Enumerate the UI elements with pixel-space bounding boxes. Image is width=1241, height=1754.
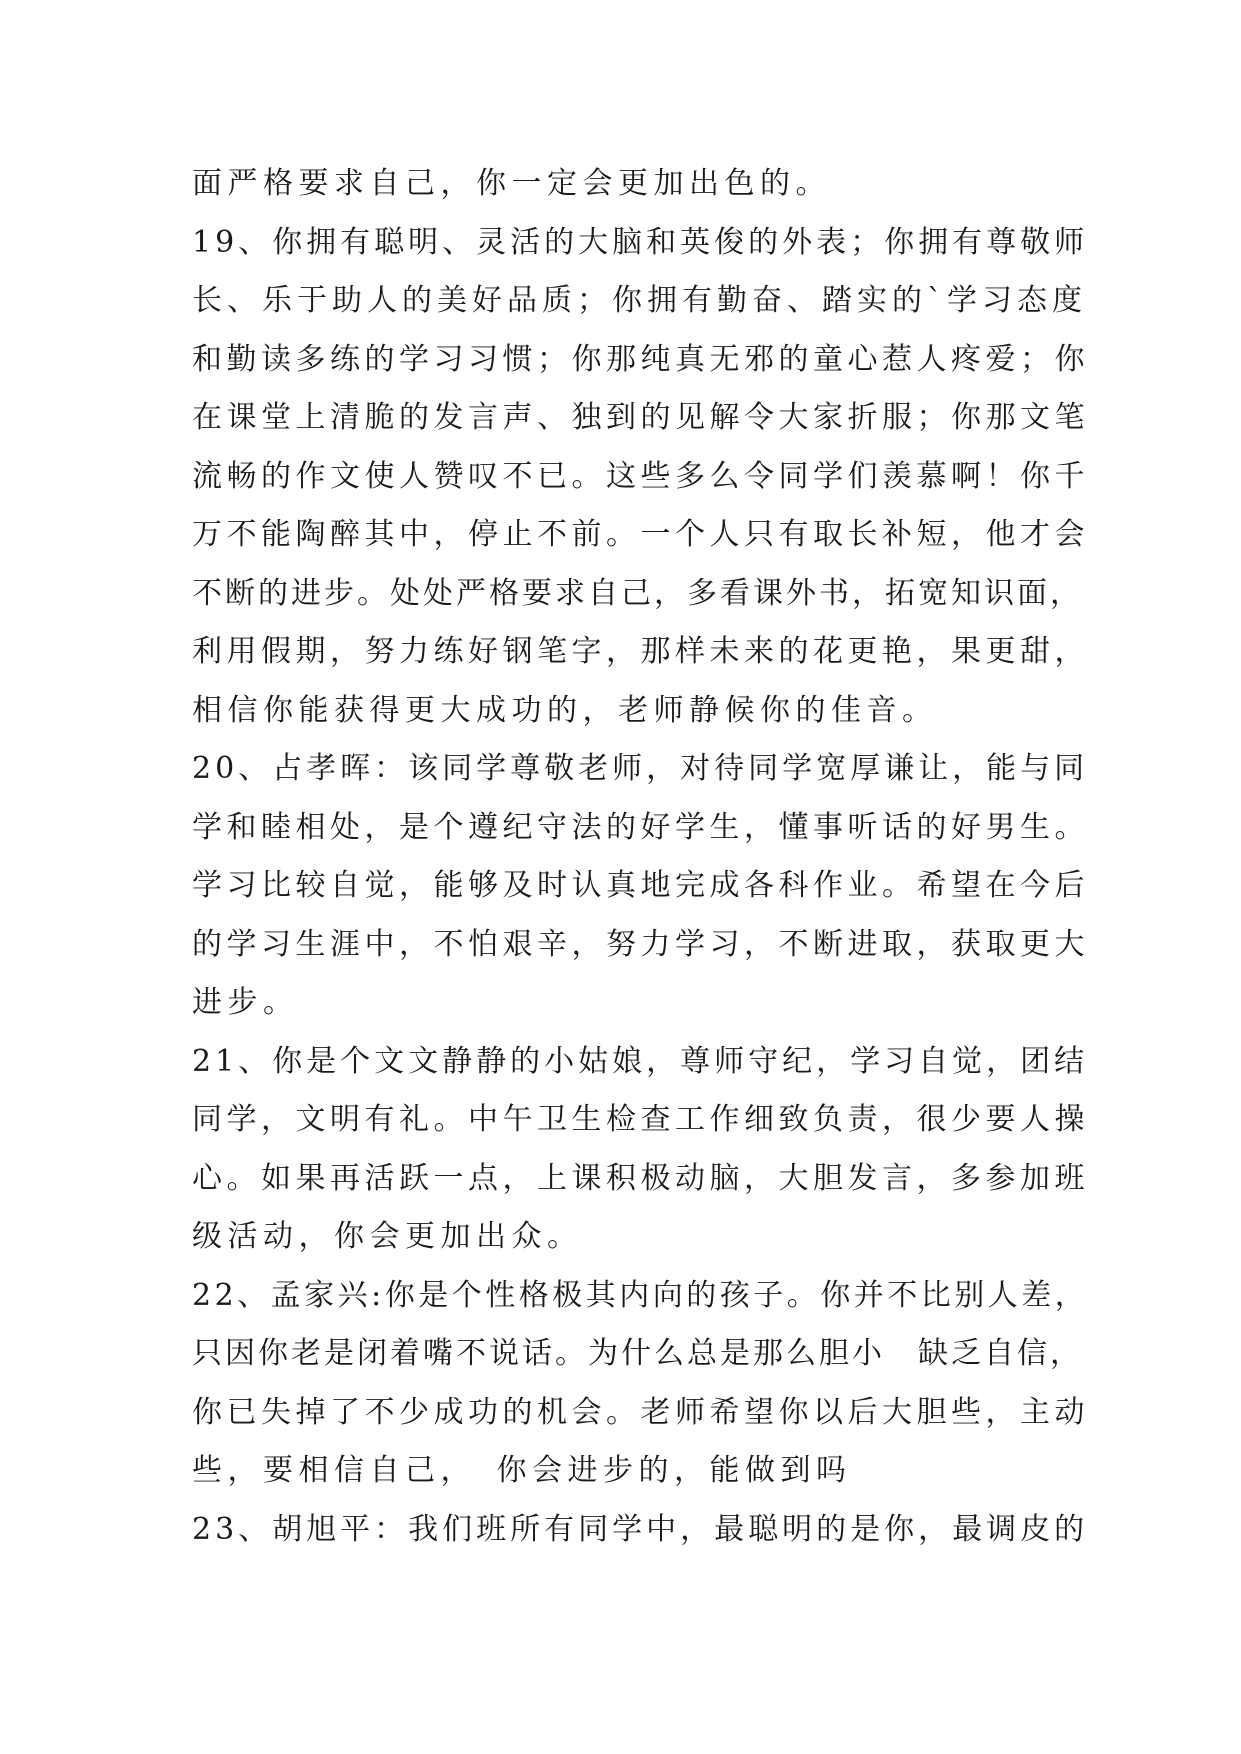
text-line-6: 流畅的作文使人赞叹不已。这些多么令同学们羡慕啊！你千 <box>192 458 1089 494</box>
text-line-20: 22、孟家兴:你是个性格极其内向的孩子。你并不比别人差， <box>192 1277 1089 1313</box>
text-line-11: 20、占孝晖：该同学尊敬老师，对待同学宽厚谦让，能与同 <box>192 751 1089 786</box>
text-line-8: 不断的进步。处处严格要求自己，多看课外书，拓宽知识面， <box>192 575 1083 611</box>
text-line-15: 进步。 <box>192 985 299 1020</box>
text-line-10: 相信你能获得更大成功的，老师静候你的佳音。 <box>192 692 938 728</box>
text-line-24: 23、胡旭平：我们班所有同学中，最聪明的是你，最调皮的 <box>192 1511 1089 1547</box>
text-line-1: 面严格要求自己，你一定会更加出色的。 <box>192 166 831 201</box>
text-line-2: 19、你拥有聪明、灵活的大脑和英俊的外表；你拥有尊敬师 <box>192 224 1089 260</box>
text-line-7: 万不能陶醉其中，停止不前。一个人只有取长补短，他才会 <box>192 517 1089 552</box>
document-body <box>192 155 1092 1559</box>
text-line-16: 21、你是个文文静静的小姑娘，尊师守纪，学习自觉，团结 <box>192 1043 1089 1079</box>
text-line-13: 学习比较自觉，能够及时认真地完成各科作业。希望在今后 <box>192 868 1089 903</box>
text-line-19: 级活动，你会更加出众。 <box>192 1219 583 1254</box>
text-line-22: 你已失掉了不少成功的机会。老师希望你以后大胆些，主动 <box>192 1394 1089 1430</box>
text-line-5: 在课堂上清脆的发言声、独到的见解令大家折服；你那文笔 <box>192 400 1089 435</box>
text-line-21: 只因你老是闭着嘴不说话。为什么总是那么胆小 缺乏自信， <box>192 1336 1083 1371</box>
text-line-17: 同学，文明有礼。中午卫生检查工作细致负责，很少要人操 <box>192 1102 1089 1137</box>
text-line-3: 长、乐于助人的美好品质；你拥有勤奋、踏实的`学习态度 <box>192 283 1087 318</box>
text-line-4: 和勤读多练的学习习惯；你那纯真无邪的童心惹人疼爱；你 <box>192 341 1089 377</box>
text-line-23: 些，要相信自己， 你会进步的，能做到吗 <box>192 1453 852 1488</box>
text-line-12: 学和睦相处，是个遵纪守法的好学生，懂事听话的好男生。 <box>192 809 1089 845</box>
text-line-18: 心。如果再活跃一点，上课积极动脑，大胆发言，多参加班 <box>192 1160 1089 1196</box>
text-line-14: 的学习生涯中，不怕艰辛，努力学习，不断进取，获取更大 <box>192 926 1089 962</box>
text-line-9: 利用假期，努力练好钢笔字，那样未来的花更艳，果更甜， <box>192 634 1089 669</box>
